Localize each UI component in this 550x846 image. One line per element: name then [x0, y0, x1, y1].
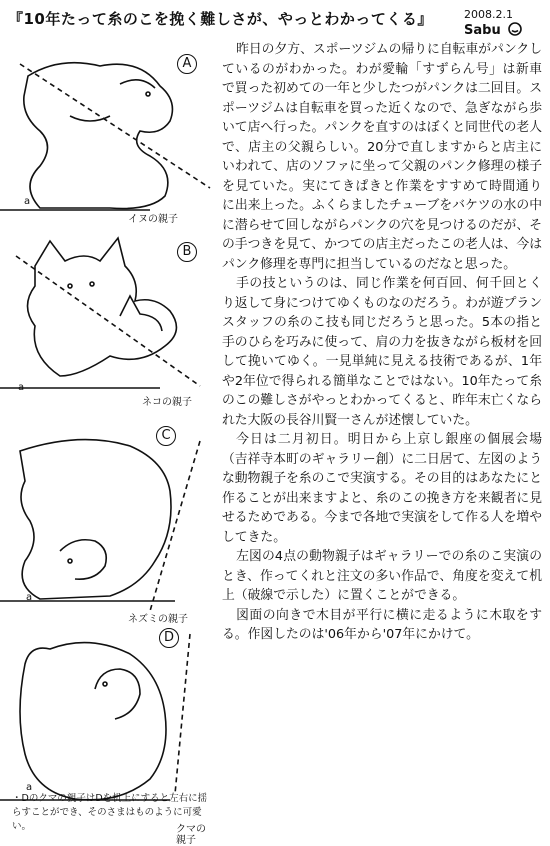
smiley-icon — [508, 22, 522, 36]
dog-pair-drawing — [0, 36, 215, 221]
paragraph: 今日は二月初日。明日から上京し銀座の個展会場（吉祥寺本町のギャラリー創）に二日居て、左図のような動物親子を糸のこで実演する。その目的はあなたにと作ることが出来ますよと、糸のこの挽き方を来観者に見せるためである。今まで各地で実演をして作る人を増やしてきた。 — [222, 432, 542, 545]
figure-note: ・Dのクマの親子はDを机上にすると左右に揺らすことができ、そのさまはものように可愛い。 — [12, 793, 208, 832]
figure-d-caption: クマの親子 — [176, 824, 206, 846]
mouse-pair-drawing — [0, 421, 215, 621]
figure-b-label: a — [18, 382, 25, 393]
figure-c-label: a — [26, 592, 33, 603]
cat-pair-drawing — [0, 226, 215, 401]
essay-text — [222, 40, 542, 840]
figure-d-letter: D — [159, 628, 179, 648]
figure-b-letter: B — [177, 242, 197, 262]
paragraph: 図面の向きで木目が平行に横に走るように木取をする。作図したのは'06年から'07年にかけて。 — [222, 607, 542, 642]
signature-text: Sabu — [464, 23, 501, 38]
paragraph: 左図の4点の動物親子はギャラリーでの糸のこ実演のとき、作ってくれと注文の多い作品で、角度を変えて机上（破線で示した）に置くことができる。 — [222, 549, 542, 603]
figure-d-label: a — [26, 782, 33, 793]
page-title: 『10年たって糸のこを挽く難しさが、やっとわかってくる』 — [8, 10, 433, 28]
figure-a-label: a — [24, 196, 31, 207]
paragraph: 昨日の夕方、スポーツジムの帰りに自転車がパンクしているのがわかった。わが愛輪「すずらん号」は新車で買った初めての一年と少したつがパンクは二回目。スポーツジムは自転車を買った近くなので、急ぎながら歩いて店へ行った。パンクを直すのはぼくと同世代の老人で、店主の父親らしい。20分で直しますからと店主にいわれて、店のソファに坐って父親のパンク修理の様子を見ていた。実にてきぱきと作業をすすめて時間通りに出来上った。ふくらましたチューブをバケツの水の中に潜らせて回しながらパンクの穴を見つけるのだが、その手つきを見て、かつての店主だったこの老人は、今はパンク修理を専門に担当しているのだなと思った。 — [222, 42, 542, 272]
figure-c-caption: ネズミの親子 — [128, 614, 188, 625]
bear-pair-drawing — [0, 624, 215, 814]
figure-c-letter: C — [156, 426, 176, 446]
paragraph: 手の技というのは、同じ作業を何百回、何千回とくり返して身につけてゆくものなのだろう。わが遊プランスタッフの糸のこ技も同じだろうと思った。5本の指と手のひらを巧みに使って、肩の力を抜きながら板材を回して挽いてゆく。一見単純に見える技術であるが、1年や2年位で得られる簡単なことではない。10年たって糸のこの難しさがやっとわかってくると、昨年末亡くなられた大阪の長谷川賢一さんが述懐していた。 — [222, 276, 542, 428]
date-stamp: 2008.2.1 — [464, 8, 513, 21]
signature — [464, 22, 522, 38]
figure-b-caption: ネコの親子 — [142, 397, 192, 408]
figure-a-letter: A — [177, 54, 197, 74]
figure-column — [0, 36, 215, 846]
figure-a-caption: イヌの親子 — [128, 214, 178, 225]
